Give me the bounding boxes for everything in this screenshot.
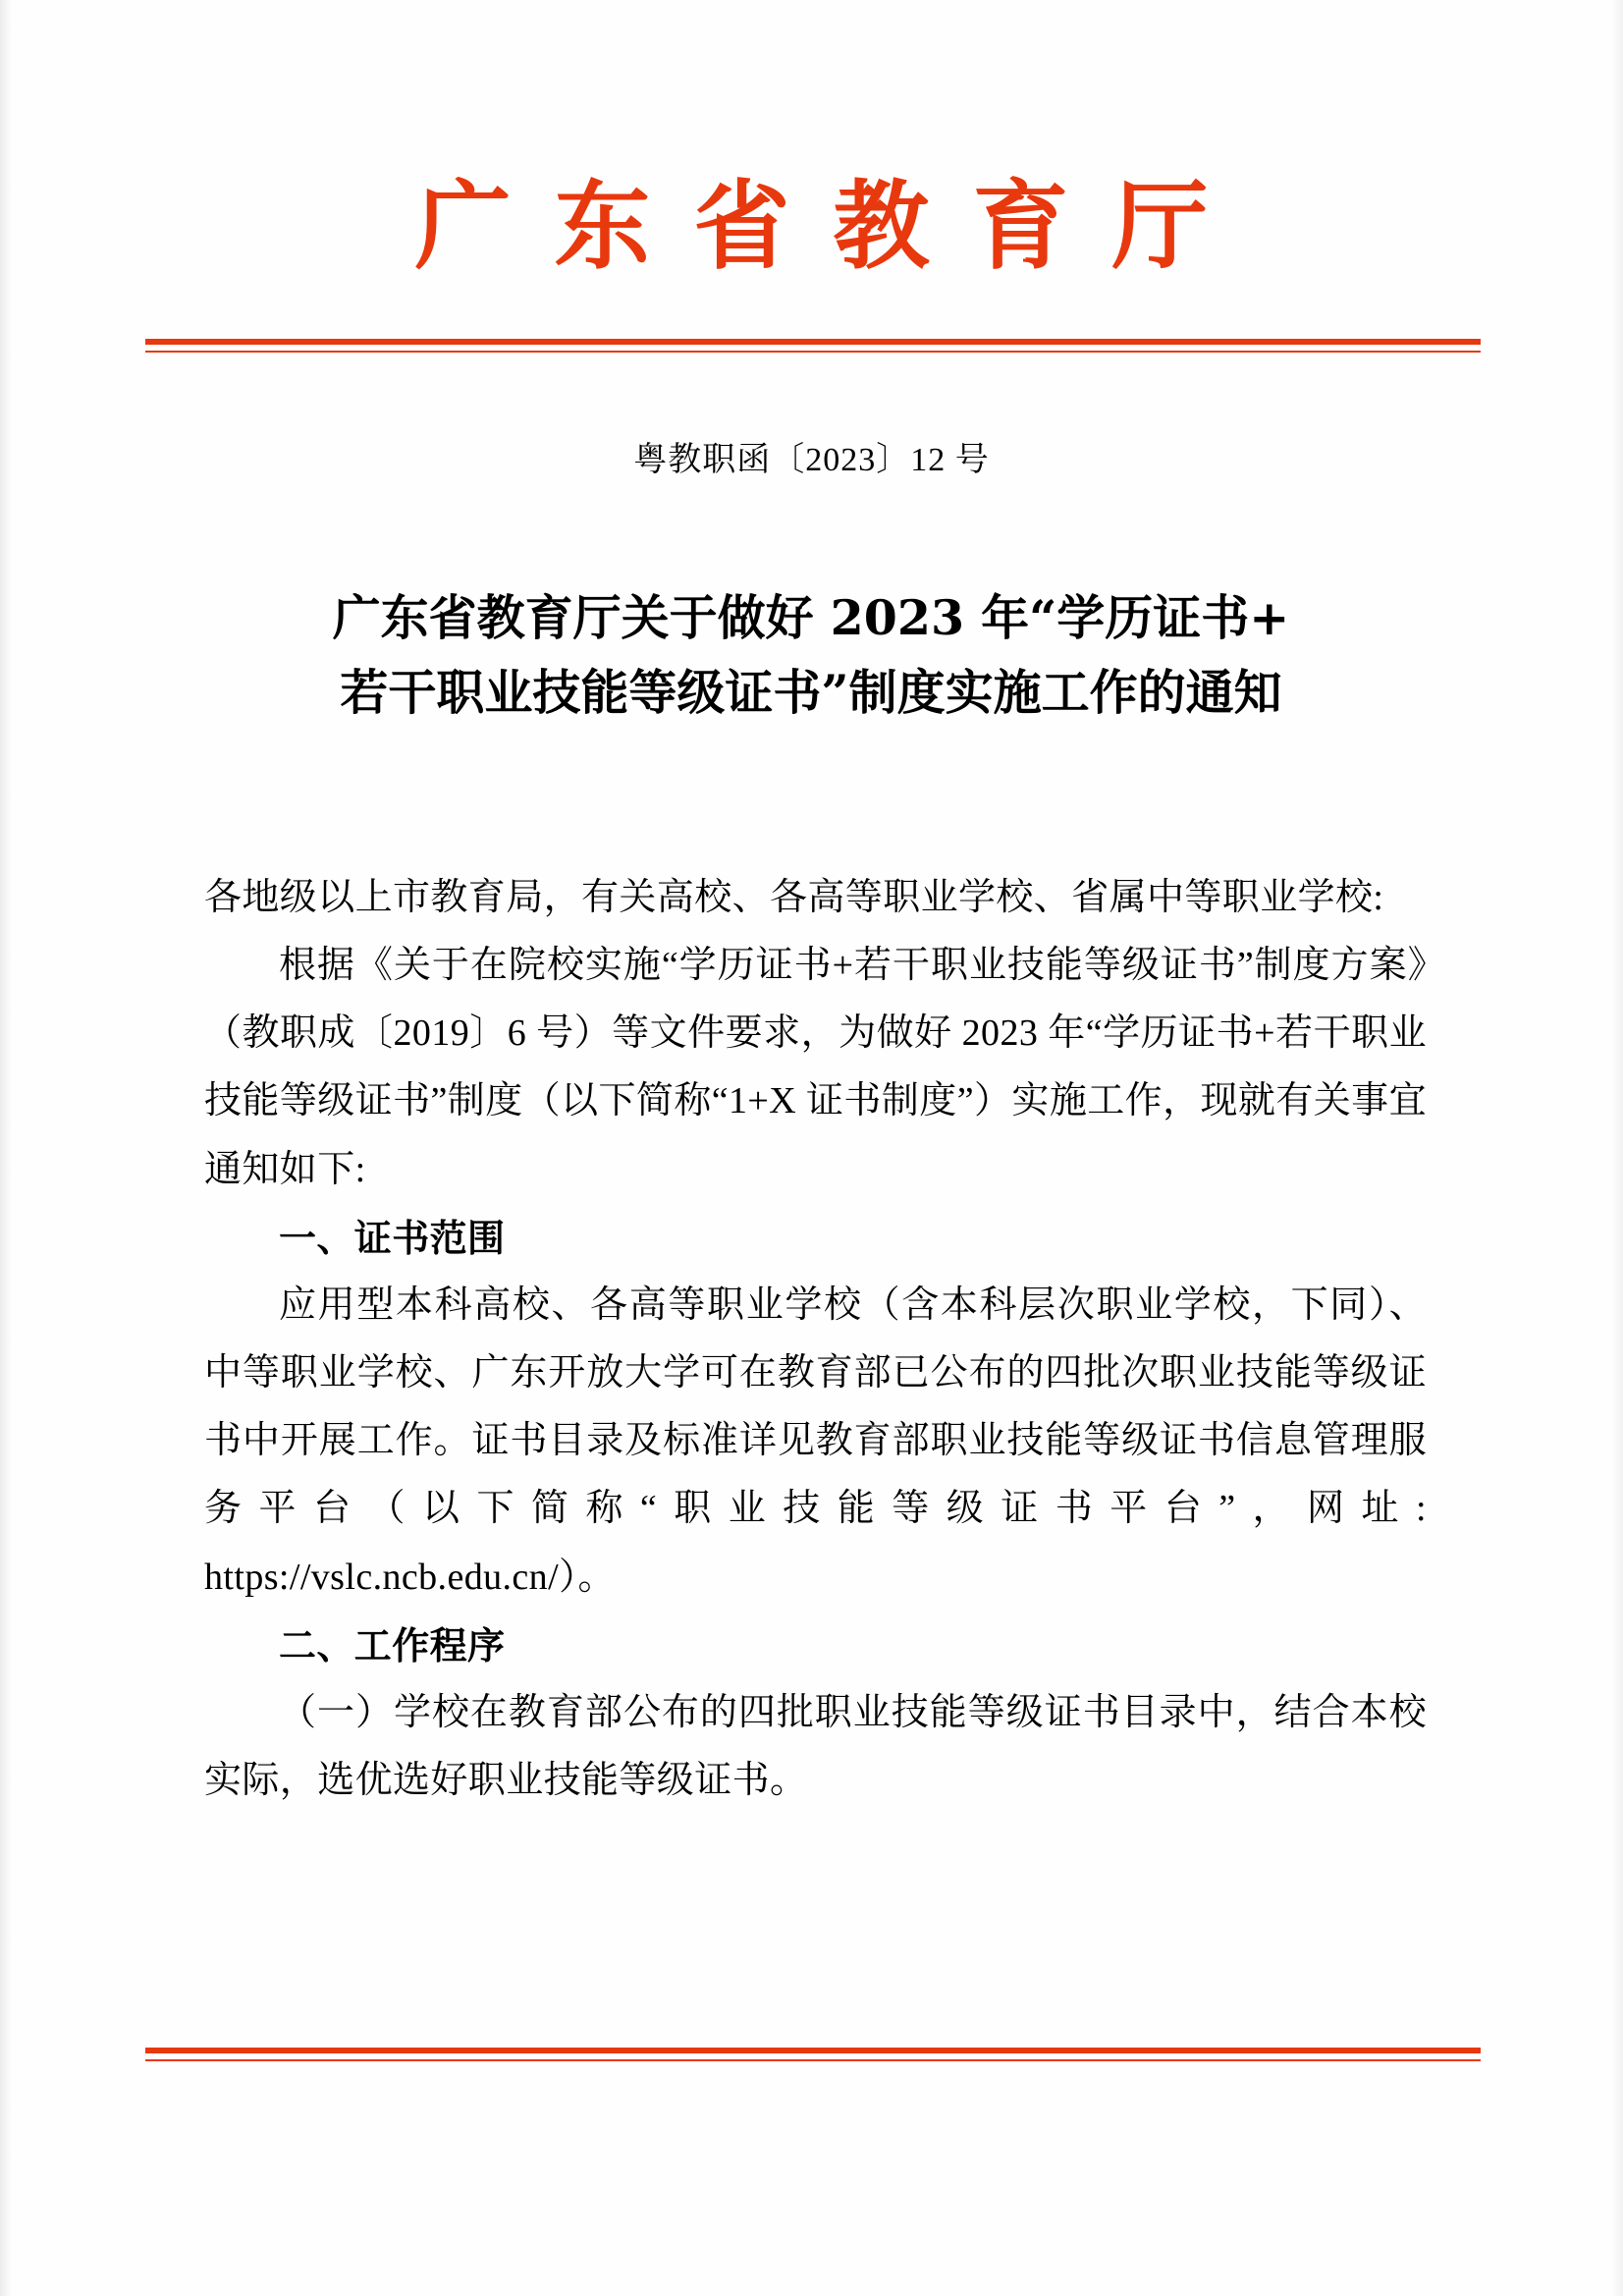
section-heading-work-procedure: 二、工作程序 — [279, 1622, 506, 1667]
page-title-line-2: 若干职业技能等级证书”制度实施工作的通知 — [340, 663, 1282, 721]
paragraph-work-procedure-item-1: （一）学校在教育部公布的四批职业技能等级证书目录中，结合本校实际，选优选好职业技能等级证书。 — [204, 1691, 1427, 1802]
document-body — [204, 864, 1427, 1815]
section-heading-certificate-scope: 一、证书范围 — [279, 1215, 506, 1260]
issuing-authority-title: 广东省教育厅 — [414, 170, 1252, 283]
salutation: 各地级以上市教育局，有关高校、各高等职业学校、省属中等职业学校: — [204, 877, 1384, 918]
paragraph-certificate-scope: 应用型本科高校、各高等职业学校（含本科层次职业学校，下同）、中等职业学校、广东开放大学可在教育部已公布的四批次职业技能等级证书中开展工作。证书目录及标准详见教育部职业技能等级证书信息管理服务平台（以下简称“职业技能等级证书平台”，网址: https://vslc.ncb.edu.cn/）。 — [204, 1284, 1427, 1598]
divider-thin-line — [145, 351, 1481, 353]
header-divider-rule — [145, 339, 1481, 353]
divider-thin-line — [145, 2059, 1481, 2061]
paragraph-background: 根据《关于在院校实施“学历证书+若干职业技能等级证书”制度方案》（教职成〔2019〕6 号）等文件要求，为做好 2023 年“学历证书+若干职业技能等级证书”制度（以下简称“1+X 证书制度”）实施工作，现就有关事宜通知如下: — [204, 945, 1427, 1190]
document-number: 粤教职函〔2023〕12 号 — [633, 442, 990, 478]
page-edge-shadow-left — [0, 0, 12, 2296]
page-title-line-1: 广东省教育厅关于做好 2023 年“学历证书+ — [332, 589, 1290, 646]
footer-divider-rule — [145, 2048, 1481, 2061]
page-edge-shadow-right — [1611, 0, 1623, 2296]
page-title — [202, 581, 1420, 731]
masthead — [0, 170, 1623, 283]
